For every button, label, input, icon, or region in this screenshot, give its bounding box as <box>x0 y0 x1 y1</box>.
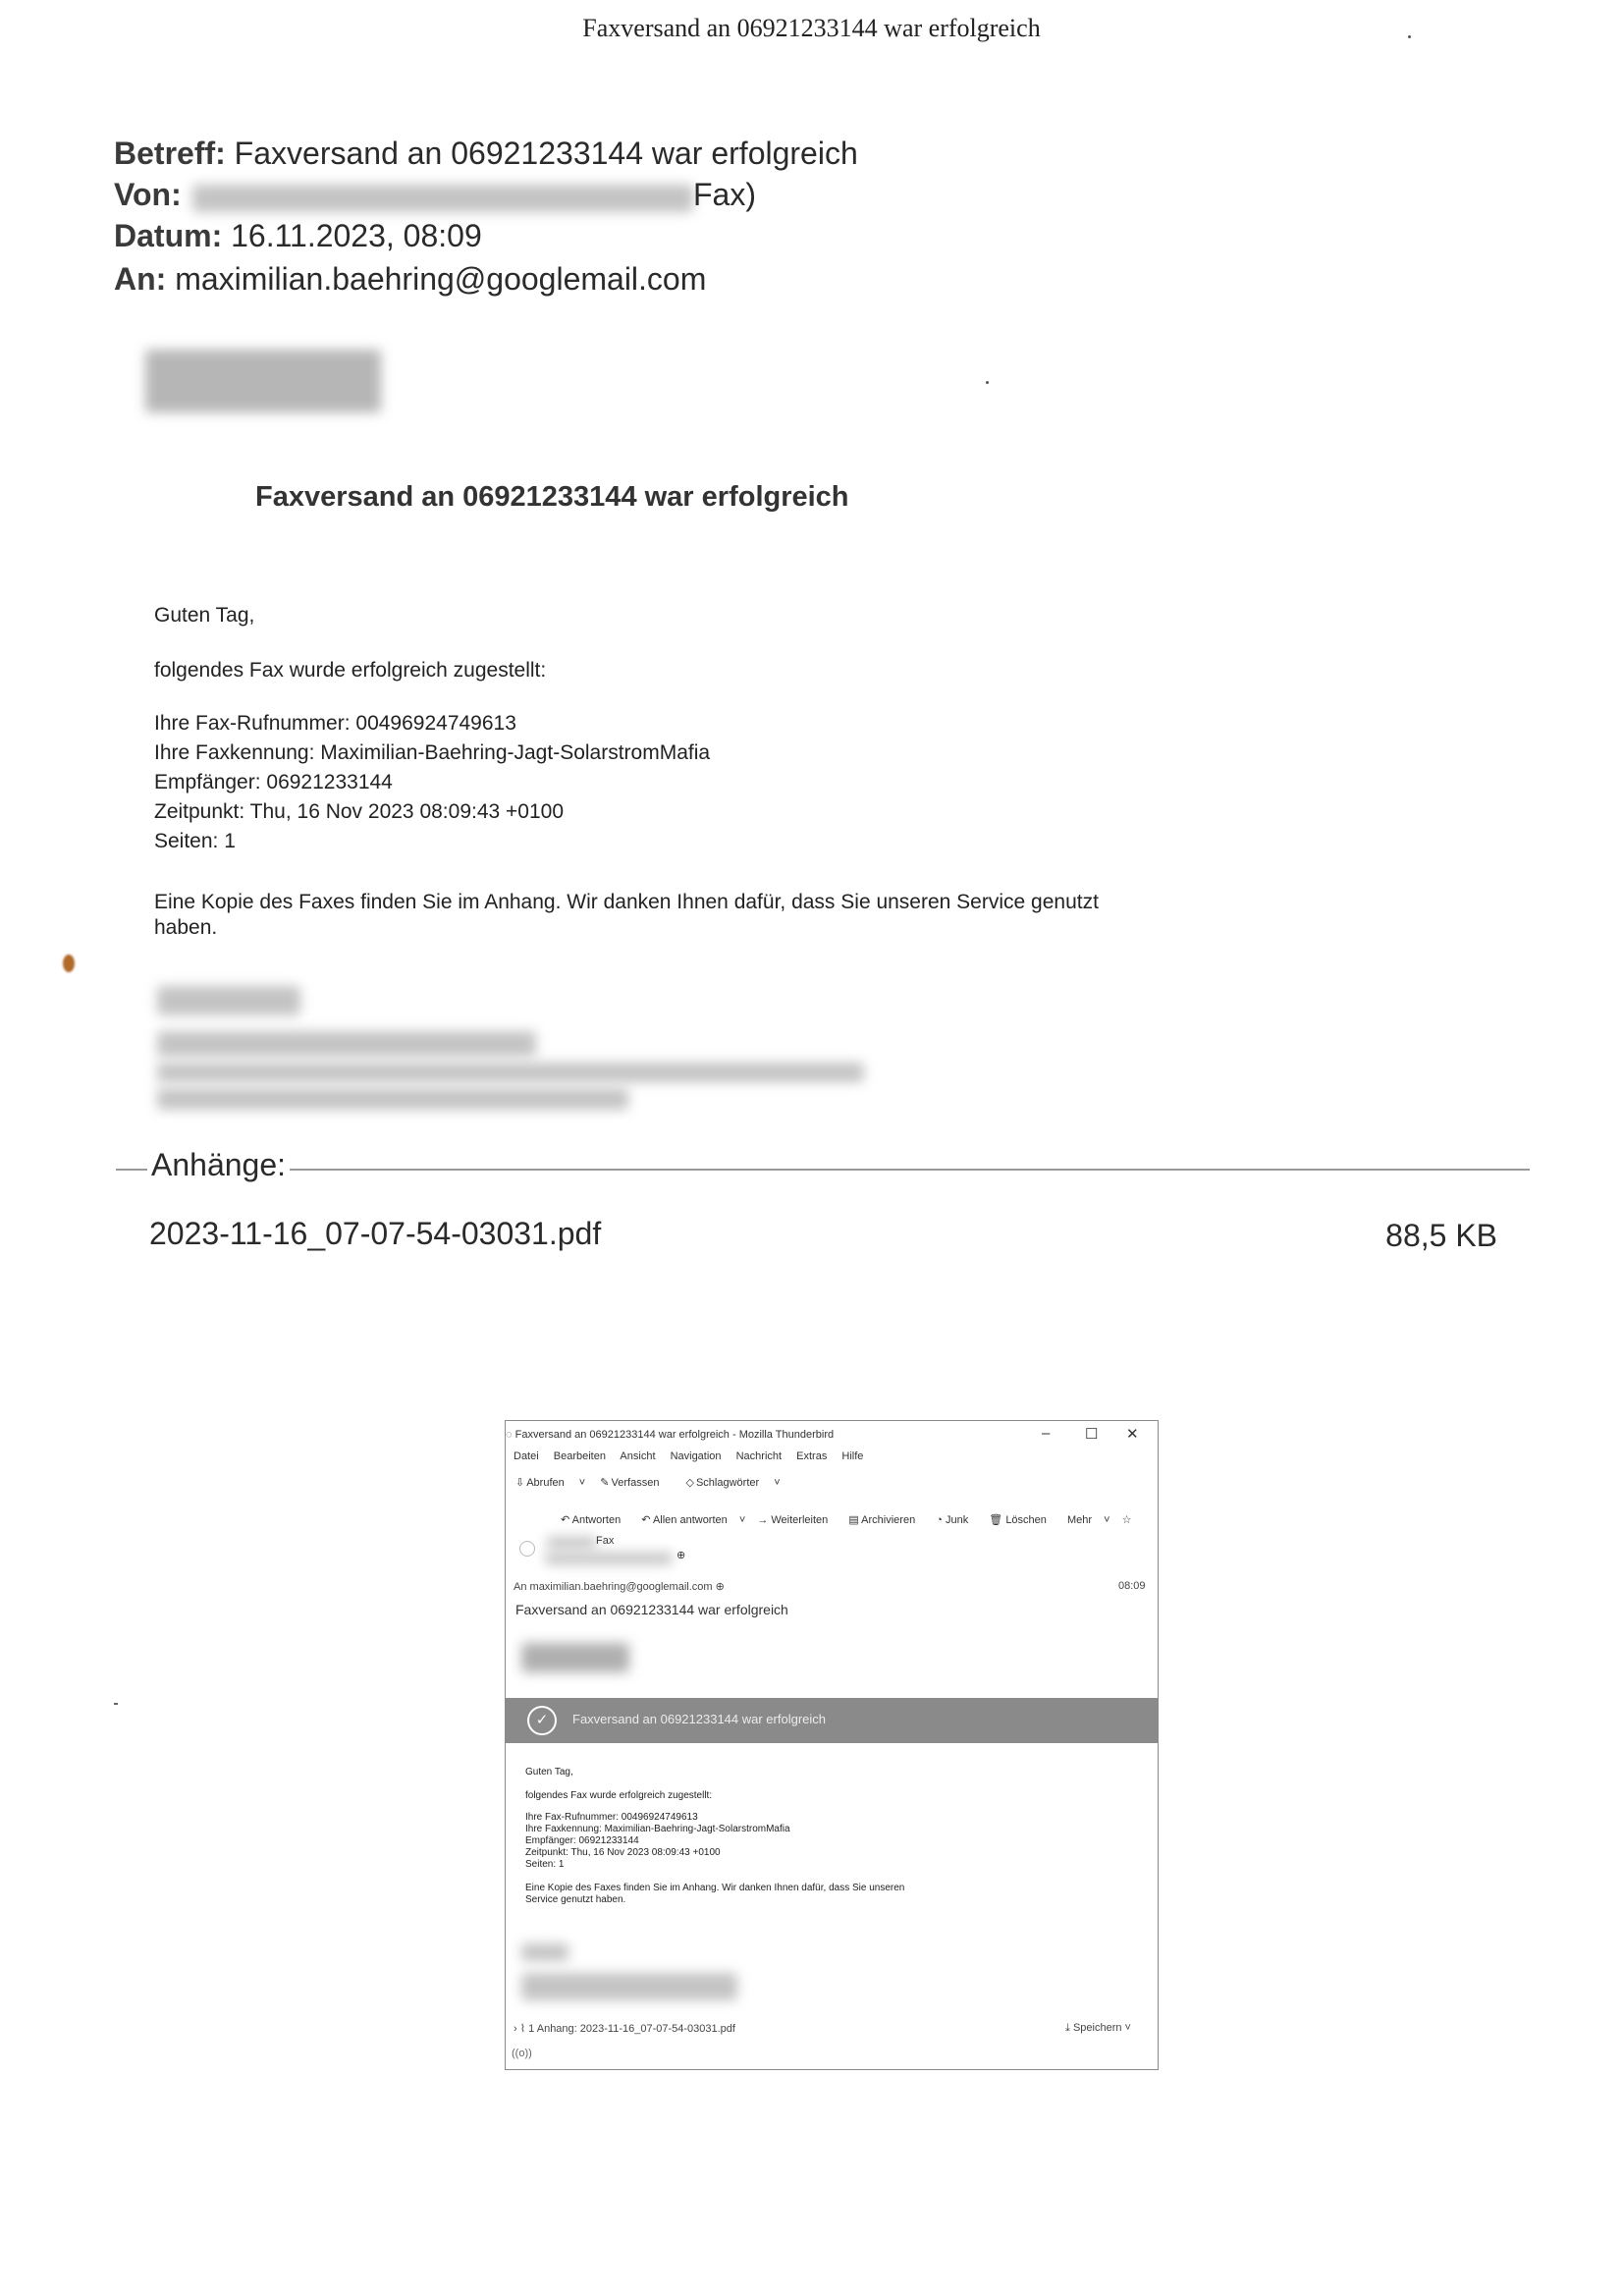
closing-line-1: Eine Kopie des Faxes finden Sie im Anhang. Wir danken Ihnen dafür, dass Sie unseren Service genutzt <box>154 891 1099 913</box>
detail-fax-id: Ihre Faxkennung: Maximilian-Baehring-Jagt-SolarstromMafia <box>154 741 711 764</box>
thunderbird-title-bar <box>506 1429 1158 1441</box>
close-icon[interactable]: ✕ <box>1126 1426 1139 1443</box>
tb-attachment-bar[interactable] <box>514 2022 735 2035</box>
thunderbird-app-icon: ◌ <box>506 1429 513 1441</box>
print-header: Faxversand an 06921233144 war erfolgreich <box>582 14 1041 42</box>
menu-navigation[interactable]: Navigation <box>670 1450 722 1462</box>
sender-logo-redacted <box>145 350 381 412</box>
tb-closing-1: Eine Kopie des Faxes finden Sie im Anhang. Wir danken Ihnen dafür, dass Sie unseren <box>525 1883 905 1893</box>
tag-icon: ◇ <box>685 1477 694 1489</box>
to-value[interactable]: maximilian.baehring@googlemail.com <box>175 261 707 297</box>
tb-greeting: Guten Tag, <box>525 1767 573 1777</box>
schlagwoerter-button[interactable]: ◇ Schlagwörter ˅ <box>685 1477 781 1489</box>
detail-recipient: Empfänger: 06921233144 <box>154 771 393 793</box>
tb-line-recipient: Empfänger: 06921233144 <box>525 1835 639 1846</box>
dust-speck <box>1408 35 1411 38</box>
menu-nachricht[interactable]: Nachricht <box>735 1450 783 1462</box>
menu-hilfe[interactable]: Hilfe <box>841 1450 864 1462</box>
attachments-label: Anhänge: <box>147 1147 290 1183</box>
forward-label: Weiterleiten <box>771 1514 829 1526</box>
tb-time: 08:09 <box>1118 1580 1146 1592</box>
check-circle-icon: ✓ <box>527 1706 557 1735</box>
tb-attachment-line[interactable]: 1 Anhang: 2023-11-16_07-07-54-03031.pdf <box>528 2023 735 2035</box>
tb-line-fax-id: Ihre Faxkennung: Maximilian-Baehring-Jagt-SolarstromMafia <box>525 1824 790 1834</box>
signature-redacted-3 <box>157 1063 864 1082</box>
body-title: Faxversand an 06921233144 war erfolgreich <box>255 481 849 513</box>
tb-line-fax-number: Ihre Fax-Rufnummer: 00496924749613 <box>525 1812 698 1823</box>
dust-speck <box>986 381 989 384</box>
message-action-bar <box>561 1513 1159 1526</box>
closing-line-2: haben. <box>154 916 218 939</box>
signature-redacted-2 <box>157 1031 536 1057</box>
paper-smudge <box>63 955 75 972</box>
subject-value: Faxversand an 06921233144 war erfolgreich <box>234 136 858 171</box>
tb-banner-text: Faxversand an 06921233144 war erfolgreich <box>572 1712 827 1726</box>
pencil-icon: ✎ <box>600 1477 610 1489</box>
archive-button[interactable]: ▤ Archivieren <box>848 1514 916 1526</box>
tb-closing-2: Service genutzt haben. <box>525 1894 626 1905</box>
signature-redacted-4 <box>157 1088 628 1110</box>
tb-intro: folgendes Fax wurde erfolgreich zugestellt: <box>525 1790 713 1801</box>
detail-timestamp: Zeitpunkt: Thu, 16 Nov 2023 08:09:43 +0100 <box>154 800 565 823</box>
menu-bearbeiten[interactable]: Bearbeiten <box>553 1450 606 1462</box>
avatar <box>519 1541 535 1557</box>
subject-label: Betreff: <box>114 136 226 171</box>
tb-line-timestamp: Zeitpunkt: Thu, 16 Nov 2023 08:09:43 +0100 <box>525 1847 721 1858</box>
from-redacted <box>192 185 693 212</box>
from-value: Fax) <box>693 177 756 212</box>
abrufen-label: Abrufen <box>526 1477 565 1489</box>
more-label: Mehr <box>1066 1514 1093 1526</box>
chevron-right-icon[interactable]: › <box>514 2023 517 2035</box>
signature-redacted-1 <box>157 986 300 1015</box>
sender-name-visible: Fax <box>596 1535 615 1547</box>
dust-speck <box>114 1703 118 1705</box>
archive-label: Archivieren <box>861 1514 916 1526</box>
verfassen-button[interactable] <box>600 1477 671 1489</box>
paperclip-icon: ⌇ <box>519 2023 526 2035</box>
download-icon: ⇩ <box>515 1477 525 1489</box>
subject-row <box>114 136 858 172</box>
delete-button[interactable]: 🗑 Löschen <box>989 1514 1047 1526</box>
thunderbird-window-title: Faxversand an 06921233144 war erfolgreich - Mozilla Thunderbird <box>514 1429 835 1441</box>
schlagwoerter-label: Schlagwörter <box>695 1477 760 1489</box>
forward-button[interactable]: → Weiterleiten <box>757 1514 829 1526</box>
abrufen-button[interactable]: ⇩ Abrufen ˅ <box>515 1477 586 1489</box>
tb-to-value[interactable]: maximilian.baehring@googlemail.com <box>529 1581 713 1593</box>
tb-signature-redacted-2 <box>521 1973 737 2000</box>
sender-name-redacted <box>547 1537 596 1549</box>
detail-pages: Seiten: 1 <box>154 830 236 852</box>
tb-line-pages: Seiten: 1 <box>525 1859 565 1870</box>
tb-to-label: An <box>514 1581 527 1593</box>
to-row <box>114 261 706 298</box>
reply-all-label: Allen antworten <box>652 1514 728 1526</box>
thunderbird-menu-bar <box>514 1450 1159 1462</box>
to-row-tb: An maximilian.baehring@googlemail.com ⊕ <box>514 1581 725 1593</box>
contact-icon[interactable]: ⊕ <box>676 1550 686 1561</box>
save-icon: ⤓ <box>1065 2022 1070 2034</box>
menu-datei[interactable]: Datei <box>514 1450 539 1462</box>
tb-status-indicator: ((o)) <box>512 2048 532 2059</box>
tb-subject: Faxversand an 06921233144 war erfolgreich <box>515 1602 788 1617</box>
menu-extras[interactable]: Extras <box>796 1450 828 1462</box>
tb-logo-redacted <box>521 1643 629 1672</box>
tb-signature-redacted-1 <box>521 1943 568 1961</box>
tb-save-label: Speichern <box>1072 2022 1122 2034</box>
sender-address-redacted <box>545 1553 673 1564</box>
reply-button[interactable]: ↶ Antworten <box>561 1514 622 1526</box>
attachment-file-size: 88,5 KB <box>1385 1218 1497 1253</box>
more-button[interactable]: Mehr ˅ <box>1066 1514 1110 1526</box>
date-row <box>114 218 482 254</box>
delete-label: Löschen <box>1005 1514 1047 1526</box>
verfassen-label: Verfassen <box>611 1477 660 1489</box>
attachment-file-name[interactable]: 2023-11-16_07-07-54-03031.pdf <box>149 1216 602 1251</box>
junk-button[interactable]: ◔ Junk <box>936 1514 969 1526</box>
maximize-icon[interactable]: ☐ <box>1085 1426 1099 1443</box>
from-row <box>114 177 182 213</box>
tb-save-button[interactable]: ⤓ Speichern ˅ <box>1065 2022 1131 2034</box>
from-label: Von: <box>114 177 182 212</box>
date-label: Datum: <box>114 218 223 253</box>
date-value: 16.11.2023, 08:09 <box>231 218 482 253</box>
greeting: Guten Tag, <box>154 604 255 627</box>
to-label: An: <box>114 261 167 297</box>
attachments-divider <box>116 1169 1530 1171</box>
star-icon[interactable]: ☆ <box>1121 1514 1132 1526</box>
reply-label: Antworten <box>571 1514 622 1526</box>
intro-text: folgendes Fax wurde erfolgreich zugestellt: <box>154 659 547 682</box>
minimize-icon[interactable]: – <box>1042 1425 1051 1442</box>
thunderbird-toolbar <box>515 1476 1159 1489</box>
detail-fax-number: Ihre Fax-Rufnummer: 00496924749613 <box>154 712 516 735</box>
thunderbird-screenshot <box>505 1420 1159 2070</box>
menu-ansicht[interactable]: Ansicht <box>620 1450 656 1462</box>
junk-label: Junk <box>945 1514 969 1526</box>
tb-success-banner <box>506 1698 1158 1743</box>
reply-all-button[interactable]: ↶ Allen antworten ˅ <box>641 1514 746 1526</box>
